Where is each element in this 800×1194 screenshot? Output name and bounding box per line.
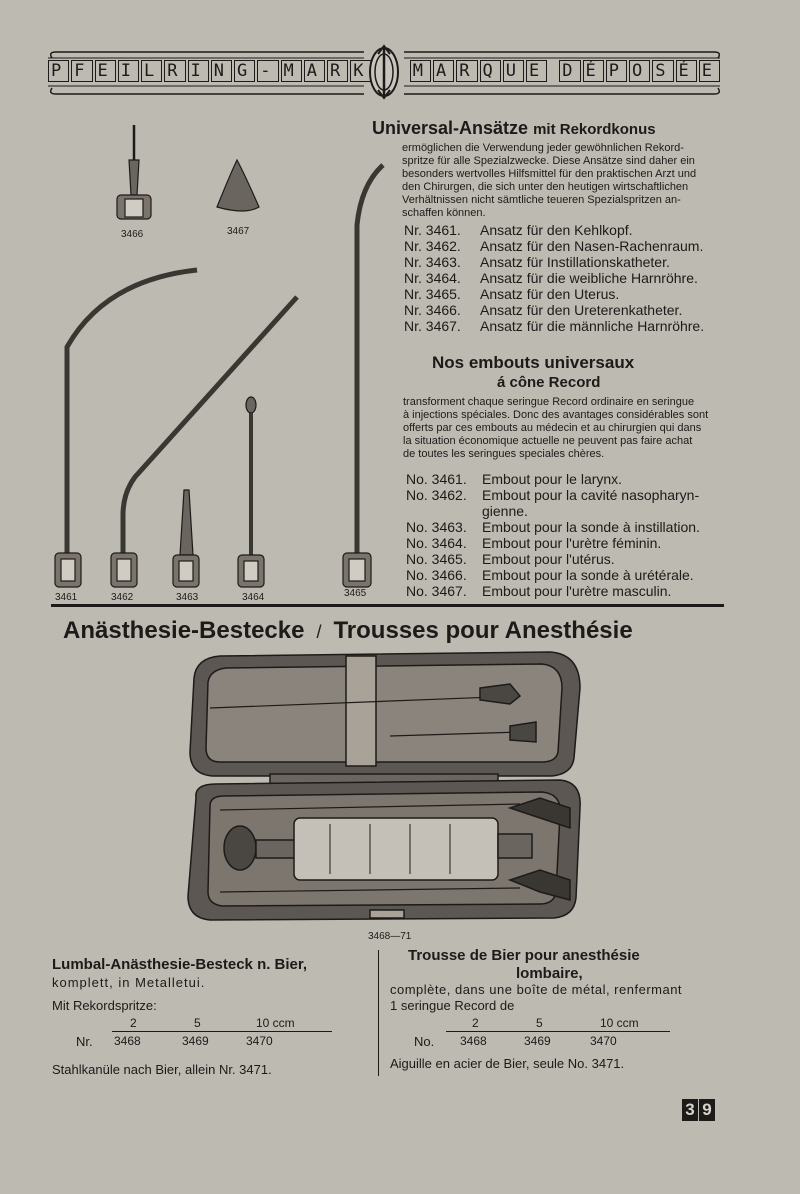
banner-letter: E [526, 60, 547, 82]
banner-letter: R [456, 60, 477, 82]
banner-letter: P [606, 60, 627, 82]
body-line: à injections spéciales. Donc des avantages considérables sont [403, 409, 709, 421]
list-item [406, 519, 700, 535]
banner-letter: U [503, 60, 524, 82]
item-number: No. 3461. [406, 471, 467, 487]
item-number: No. 3462. [406, 487, 467, 503]
bier-table-rule [446, 1031, 670, 1032]
list-item [406, 487, 700, 503]
body-line: de toutes les seringues speciales chères. [403, 448, 605, 460]
body-line: den Chirurgen, die sich unter den heutigen wirtschaftlichen [402, 181, 689, 193]
bier-nr-3470: 3470 [590, 1034, 617, 1048]
header-banner [46, 48, 722, 96]
bier-prefix: No. [414, 1034, 435, 1049]
list-item [406, 471, 700, 487]
section-title-de: Anästhesie-Bestecke [63, 617, 305, 644]
lumbal-size-10: 10 ccm [256, 1016, 295, 1030]
item-text: Embout pour l'urètre féminin. [482, 535, 662, 551]
section-title-fr: Trousses pour Anesthésie [333, 617, 633, 644]
banner-letter: O [629, 60, 650, 82]
item-number: Nr. 3462. [404, 238, 461, 254]
anesthesia-case-illustration [180, 648, 586, 928]
banner-letter: A [433, 60, 454, 82]
list-item [406, 503, 700, 519]
lumbal-line1: komplett, in Metalletui. [52, 975, 206, 990]
figure-label: 3461 [55, 592, 78, 603]
item-number: Nr. 3464. [404, 270, 461, 286]
list-item [404, 318, 704, 334]
item-text: gienne. [482, 503, 528, 519]
body-line: schaffen können. [402, 207, 486, 219]
banner-letter: I [118, 60, 139, 82]
banner-letter: G [234, 60, 255, 82]
list-item [406, 583, 700, 599]
bier-size-5: 5 [536, 1016, 543, 1030]
bier-nr-3468: 3468 [460, 1034, 487, 1048]
embouts-items [406, 471, 700, 599]
list-item [406, 551, 700, 567]
banner-letter: N [211, 60, 232, 82]
banner-letter: L [141, 60, 162, 82]
bier-size-10: 10 ccm [600, 1016, 639, 1030]
item-number: No. 3467. [406, 583, 467, 599]
banner-letter: É [583, 60, 604, 82]
universal-items [404, 222, 704, 334]
figure-label: 3464 [242, 592, 265, 603]
item-text: Embout pour la sonde à urétérale. [482, 567, 694, 583]
item-text: Embout pour le larynx. [482, 471, 623, 487]
list-item [404, 254, 704, 270]
item-number: Nr. 3463. [404, 254, 461, 270]
universal-title-a: Universal-Ansätze [372, 118, 534, 138]
banner-letter: F [71, 60, 92, 82]
page-number-digit: 3 [682, 1099, 698, 1121]
banner-letter: E [95, 60, 116, 82]
embouts-body [403, 396, 725, 461]
case-figure-label: 3468—71 [368, 931, 412, 942]
body-line: transforment chaque seringue Record ordinaire en seringue [403, 396, 695, 408]
item-number: No. 3465. [406, 551, 467, 567]
body-line: offerts par ces embouts au médecin et au chirurgien qui dans [403, 422, 702, 434]
lumbal-line2: Mit Rekordspritze: [52, 998, 157, 1013]
list-item [404, 238, 704, 254]
lumbal-size-2: 2 [130, 1016, 137, 1030]
figure-label: 3463 [176, 592, 199, 603]
bier-line2: 1 seringue Record de [390, 998, 515, 1013]
banner-letter: S [652, 60, 673, 82]
item-text: Embout pour l'utérus. [482, 551, 615, 567]
banner-letter: P [48, 60, 69, 82]
lumbal-nr-3469: 3469 [182, 1034, 209, 1048]
item-text: Ansatz für die männliche Harnröhre. [480, 318, 705, 334]
banner-letter: D [559, 60, 580, 82]
banner-letter: É [676, 60, 697, 82]
item-text: Ansatz für den Nasen-Rachenraum. [480, 238, 704, 254]
banner-text-left [48, 58, 397, 84]
list-item [406, 535, 700, 551]
item-number: Nr. 3466. [404, 302, 461, 318]
section-slash: / [316, 622, 322, 642]
item-text: Embout pour la sonde à instillation. [482, 519, 700, 535]
bier-line1: complète, dans une boîte de métal, renfermant [390, 982, 683, 997]
banner-letter: M [410, 60, 431, 82]
item-number: No. 3464. [406, 535, 467, 551]
banner-letter: R [327, 60, 348, 82]
figure-label: 3466 [121, 229, 144, 240]
embouts-subtitle: á cône Record [497, 374, 601, 391]
item-number: No. 3466. [406, 567, 467, 583]
item-text: Embout pour l'urètre masculin. [482, 583, 672, 599]
banner-letter: I [188, 60, 209, 82]
item-text: Ansatz für den Uterus. [480, 286, 620, 302]
body-line: Verhältnissen nicht sämtliche teueren Spezialspritzen an- [402, 194, 681, 206]
banner-letter: R [164, 60, 185, 82]
item-number: Nr. 3465. [404, 286, 461, 302]
item-number: Nr. 3461. [404, 222, 461, 238]
body-line: besonders wertvolles Hilfsmittel für den praktischen Arzt und [402, 168, 697, 180]
column-divider [378, 950, 379, 1076]
lumbal-size-5: 5 [194, 1016, 201, 1030]
body-line: ermöglichen die Verwendung jeder gewöhnlichen Rekord- [402, 142, 684, 154]
item-text: Ansatz für Instillationskatheter. [480, 254, 670, 270]
item-number: No. 3463. [406, 519, 467, 535]
banner-letter: E [699, 60, 720, 82]
list-item [404, 302, 704, 318]
universal-body [402, 142, 722, 220]
banner-letter: - [257, 60, 278, 82]
figure-label: 3465 [344, 588, 367, 599]
item-text: Ansatz für den Kehlkopf. [480, 222, 633, 238]
section-title [63, 617, 633, 645]
attachments-illustration [45, 115, 390, 610]
page-number [682, 1099, 715, 1121]
lumbal-footer: Stahlkanüle nach Bier, allein Nr. 3471. [52, 1062, 272, 1077]
banner-letter: M [281, 60, 302, 82]
item-number: Nr. 3467. [404, 318, 461, 334]
bier-title-2: lombaire, [516, 965, 583, 982]
banner-letter: Q [480, 60, 501, 82]
banner-text-right [410, 58, 722, 84]
lumbal-prefix: Nr. [76, 1034, 93, 1049]
list-item [404, 270, 704, 286]
universal-title-b: mit Rekordkonus [533, 121, 656, 138]
bier-nr-3469: 3469 [524, 1034, 551, 1048]
lumbal-table-rule [112, 1031, 332, 1032]
bier-title: Trousse de Bier pour anesthésie [408, 947, 640, 964]
figure-label: 3467 [227, 226, 250, 237]
page-number-digit: 9 [699, 1099, 715, 1121]
figure-label: 3462 [111, 592, 134, 603]
lumbal-title: Lumbal-Anästhesie-Besteck n. Bier, [52, 956, 308, 973]
item-text: Embout pour la cavité nasopharyn- [482, 487, 700, 503]
body-line: spritze für alle Spezialzwecke. Diese Ansätze sind daher ein [402, 155, 695, 167]
embouts-title: Nos embouts universaux [432, 353, 635, 372]
section-divider [51, 604, 724, 607]
body-line: la situation économique actuelle ne peuvent pas faire achat [403, 435, 693, 447]
lumbal-nr-3468: 3468 [114, 1034, 141, 1048]
bier-footer: Aiguille en acier de Bier, seule No. 3471. [390, 1056, 625, 1071]
item-text: Ansatz für die weibliche Harnröhre. [480, 270, 698, 286]
arrow-ring-logo-icon [364, 42, 404, 102]
bier-size-2: 2 [472, 1016, 479, 1030]
list-item [404, 286, 704, 302]
lumbal-nr-3470: 3470 [246, 1034, 273, 1048]
list-item [406, 567, 700, 583]
banner-letter: K [350, 60, 371, 82]
item-text: Ansatz für den Ureterenkatheter. [480, 302, 683, 318]
list-item [404, 222, 704, 238]
universal-title [372, 118, 656, 139]
banner-letter: A [304, 60, 325, 82]
